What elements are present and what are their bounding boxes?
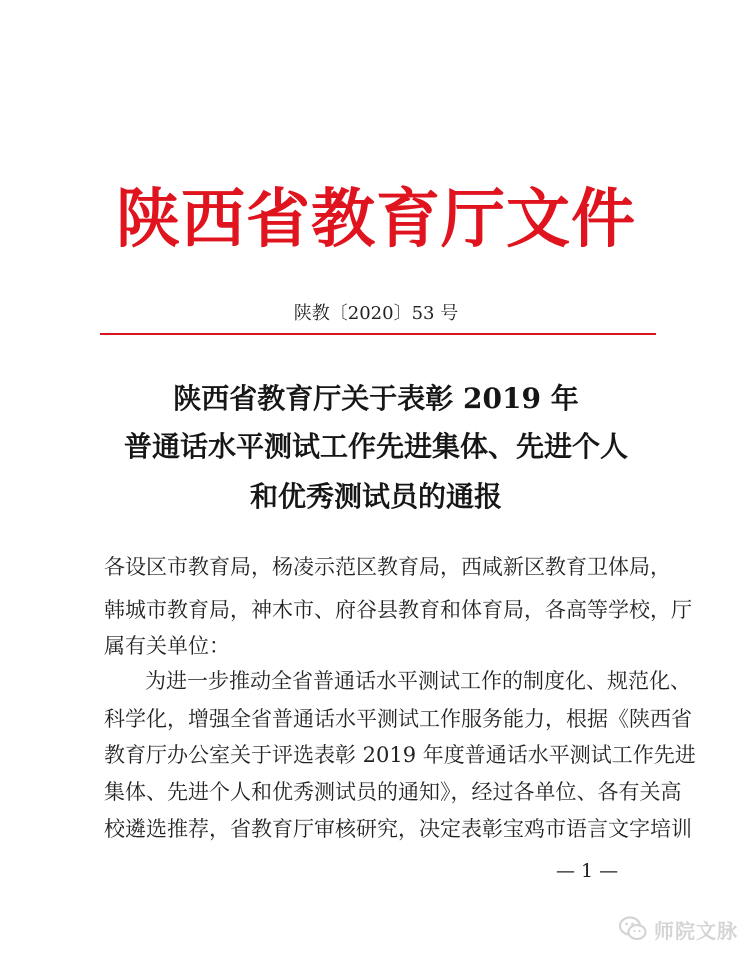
body-text-line: 为进一步推动全省普通话水平测试工作的制度化、规范化、 (145, 669, 691, 693)
watermark-text: 师院文脉 (654, 918, 738, 943)
wechat-icon (618, 914, 648, 944)
body-text-line: 科学化，增强全省普通话水平测试工作服务能力，根据《陕西省 (104, 707, 692, 731)
watermark (618, 912, 738, 946)
body-text-line: 校遴选推荐，省教育厅审核研究，决定表彰宝鸡市语言文字培训 (104, 817, 692, 841)
body-text-line: 韩城市教育局，神木市、府谷县教育和体育局，各高等学校，厅 (104, 598, 692, 622)
body-text-line: 各设区市教育局，杨凌示范区教育局，西咸新区教育卫体局， (104, 555, 671, 579)
body-text-line: 集体、先进个人和优秀测试员的通知》，经过各单位、各有关高 (104, 780, 682, 804)
red-divider (100, 333, 656, 335)
body-text-line: 属有关单位： (104, 634, 230, 658)
issuer-title: 陕西省教育厅文件 (116, 182, 636, 257)
notice-title-line-1: 陕西省教育厅关于表彰 2019 年 (173, 382, 579, 415)
notice-title-line-2: 普通话水平测试工作先进集体、先进个人 (123, 430, 628, 463)
notice-title-line-3: 和优秀测试员的通报 (249, 480, 502, 513)
document-number: 陕教〔2020〕53 号 (293, 303, 459, 324)
body-text-line: 教育厅办公室关于评选表彰 2019 年度普通话水平测试工作先进 (104, 743, 696, 767)
page-number: — 1 — (556, 860, 619, 882)
